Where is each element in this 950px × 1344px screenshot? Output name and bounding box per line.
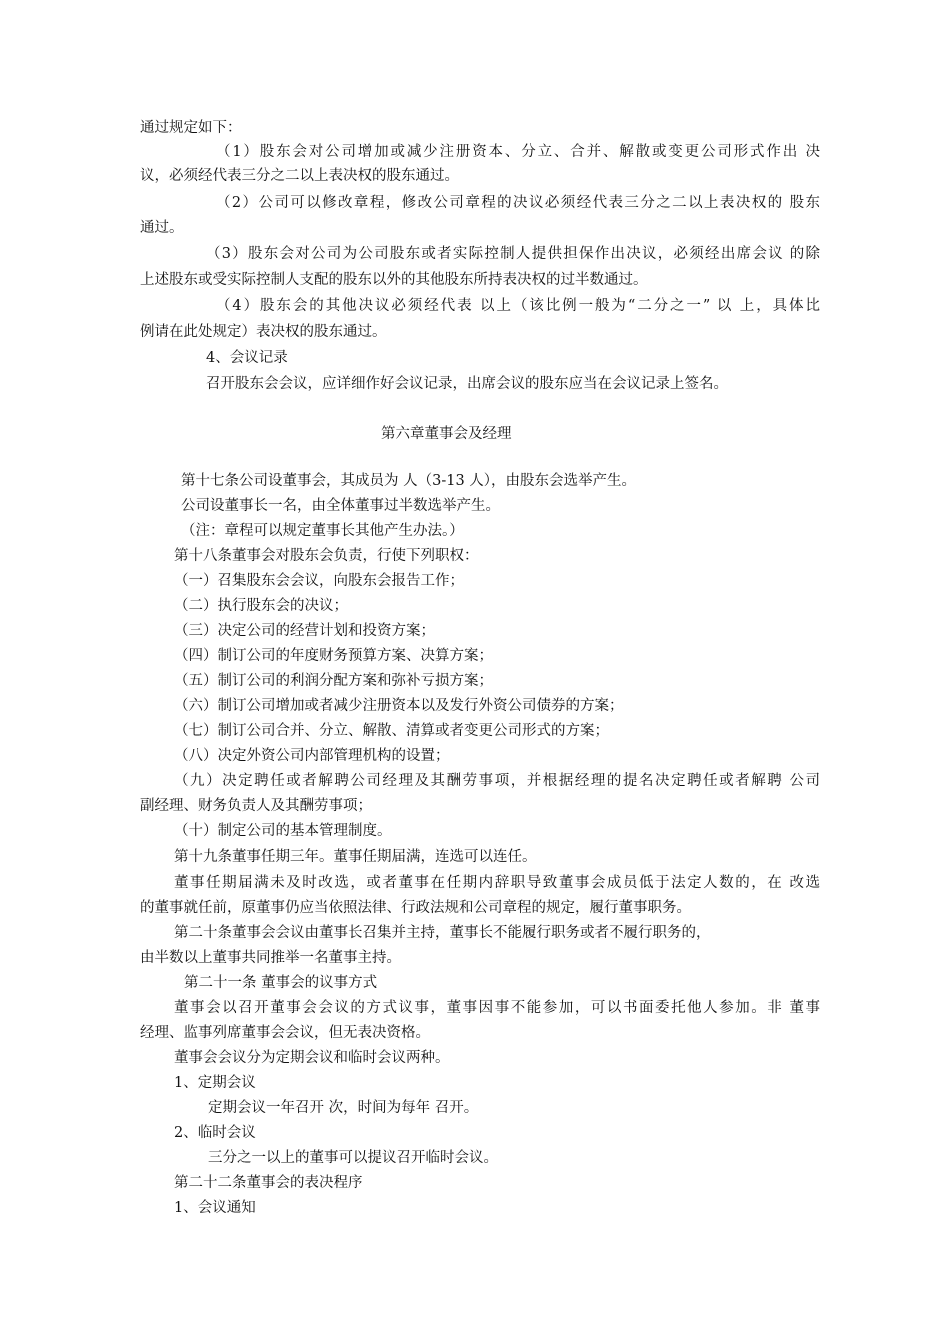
article-17: 第十七条公司设董事会，其成员为 人（3-13 人），由股东会选举产生。	[181, 473, 637, 489]
regular-meeting-title: 1、定期会议	[174, 1075, 256, 1091]
power-item: （五）制订公司的利润分配方案和弥补亏损方案；	[174, 673, 493, 689]
section-body: 召开股东会会议，应详细作好会议记录，出席会议的股东应当在会议记录上签名。	[206, 376, 728, 392]
power-item-9-line-2: 副经理、财务负责人及其酬劳事项；	[140, 798, 372, 814]
special-meeting-body: 三分之一以上的董事可以提议召开临时会议。	[208, 1150, 498, 1166]
clause-2-line-1: （2）公司可以修改章程，修改公司章程的决议必须经代表三分之二以上表决权的 股东	[216, 195, 820, 211]
section-title: 4、会议记录	[206, 350, 288, 366]
article-19: 第十九条董事任期三年。董事任期届满，连选可以连任。	[174, 849, 537, 865]
clause-4-line-2: 例请在此处规定）表决权的股东通过。	[140, 324, 387, 340]
clause-4-line-1: （4）股东会的其他决议必须经代表 以上（该比例一般为“二分之一” 以 上，具体比	[216, 298, 820, 314]
article-17-chair: 公司设董事长一名，由全体董事过半数选举产生。	[181, 498, 500, 514]
article-20-line-2: 由半数以上董事共同推举一名董事主持。	[140, 950, 401, 966]
power-item: （一）召集股东会会议，向股东会报告工作；	[174, 573, 464, 589]
intro-line: 通过规定如下：	[140, 120, 242, 136]
power-item: （七）制订公司合并、分立、解散、清算或者变更公司形式的方案；	[174, 723, 609, 739]
power-item-10: （十）制定公司的基本管理制度。	[174, 823, 392, 839]
article-19-line-1: 董事任期届满未及时改选，或者董事在任期内辞职导致董事会成员低于法定人数的，在 改选	[174, 875, 820, 891]
power-item: （六）制订公司增加或者减少注册资本以及发行外资公司债券的方案；	[174, 698, 624, 714]
regular-meeting-body: 定期会议一年召开 次，时间为每年 召开。	[208, 1100, 479, 1116]
clause-1-line-2: 议，必须经代表三分之二以上表决权的股东通过。	[140, 168, 459, 184]
clause-1-line-1: （1）股东会对公司增加或减少注册资本、分立、合并、解散或变更公司形式作出 决	[216, 144, 820, 160]
article-19-line-2: 的董事就任前，原董事仍应当依照法律、行政法规和公司章程的规定，履行董事职务。	[140, 900, 691, 916]
clause-3-line-1: （3）股东会对公司为公司股东或者实际控制人提供担保作出决议，必须经出席会议 的除	[206, 246, 820, 262]
clause-2-line-2: 通过。	[140, 220, 184, 236]
article-21-line-2: 经理、监事列席董事会会议，但无表决资格。	[140, 1025, 430, 1041]
special-meeting-title: 2、临时会议	[174, 1125, 256, 1141]
article-17-note: （注：章程可以规定董事长其他产生办法。）	[181, 523, 464, 539]
power-item: （四）制订公司的年度财务预算方案、决算方案；	[174, 648, 493, 664]
article-18: 第十八条董事会对股东会负责，行使下列职权：	[174, 548, 479, 564]
power-item: （二）执行股东会的决议；	[174, 598, 348, 614]
clause-3-line-2: 上述股东或受实际控制人支配的股东以外的其他股东所持表决权的过半数通过。	[140, 272, 648, 288]
power-item-9-line-1: （九）决定聘任或者解聘公司经理及其酬劳事项，并根据经理的提名决定聘任或者解聘 公司	[174, 773, 820, 789]
article-21-line-1: 董事会以召开董事会会议的方式议事，董事因事不能参加，可以书面委托他人参加。非 董事	[174, 1000, 820, 1016]
chapter-title: 第六章董事会及经理	[381, 426, 512, 442]
article-20-line-1: 第二十条董事会会议由董事长召集并主持，董事长不能履行职务或者不履行职务的，	[174, 925, 711, 941]
power-item: （三）决定公司的经营计划和投资方案；	[174, 623, 435, 639]
power-item: （八）决定外资公司内部管理机构的设置；	[174, 748, 450, 764]
article-22: 第二十二条董事会的表决程序	[174, 1175, 363, 1191]
article-22-item-1: 1、会议通知	[174, 1200, 256, 1216]
meeting-types: 董事会会议分为定期会议和临时会议两种。	[174, 1050, 450, 1066]
article-21-title: 第二十一条 董事会的议事方式	[184, 975, 378, 991]
